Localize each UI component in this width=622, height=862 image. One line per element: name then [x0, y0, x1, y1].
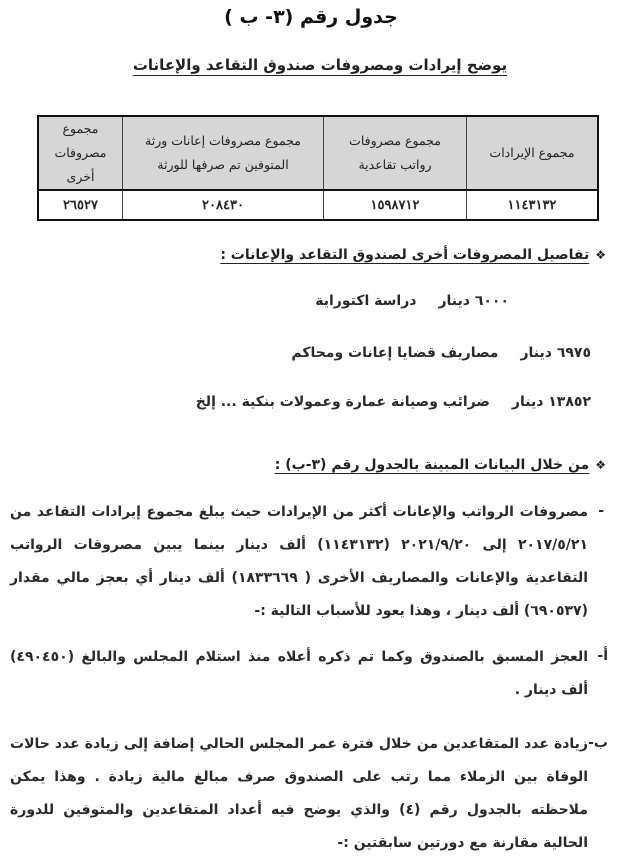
header-line: مجموع مصروفات	[349, 133, 441, 148]
diamond-bullet-icon: ❖	[595, 248, 606, 262]
expense-label: مصاريف قضايا إعانات ومحاكم	[291, 345, 499, 361]
expense-item	[315, 293, 509, 309]
header-other-expenses	[38, 116, 123, 190]
table-row	[38, 190, 598, 220]
heading-text: من خلال البيانات المبينة بالجدول رقم (٣-ب) :	[274, 457, 590, 473]
header-heirs-benefits	[123, 116, 324, 190]
table-subtitle: يوضح إيرادات ومصروفات صندوق التقاعد والإعانات	[132, 56, 508, 74]
table-title: جدول رقم (٣- ب )	[224, 6, 398, 28]
header-line: المتوفين تم صرفها للورثة	[157, 157, 289, 172]
expense-label: دراسة اكتوراية	[315, 293, 417, 309]
cell-heirs-benefits: ٢٠٨٤٣٠	[123, 190, 324, 220]
cell-total-revenue: ١١٤٣١٣٢	[467, 190, 599, 220]
header-total-revenue	[467, 116, 599, 190]
reason-marker-b: ب-	[588, 735, 608, 751]
table-header-row	[38, 116, 598, 190]
reason-b-paragraph: زيادة عدد المتقاعدين من خلال فترة عمر المجلس الحالي إضافة إلى زيادة عدد حالات الوفاة بين الزملاء مما رتب على الصندوق صرف مبالغ مالية زيادة . وهذا يمكن ملاحظته بالجدول رقم (٤) والذي يوضح فيه أعداد المتقاعدين والمتوفين للدورة الحالية مقارنة مع دورتين سابقتين :-	[10, 736, 588, 851]
header-line: مجموع الإيرادات	[489, 145, 575, 160]
expense-amount: ٦٠٠٠ دينار	[438, 293, 509, 309]
expense-label: ضرائب وصيانة عمارة وعمولات بنكية ... إلخ	[195, 394, 490, 410]
heading-text: تفاصيل المصروفات أخرى لصندوق التقاعد والإعانات :	[220, 247, 590, 263]
header-pension-salaries	[324, 116, 467, 190]
cell-other-expenses: ٢٦٥٢٧	[38, 190, 123, 220]
expense-amount: ١٣٨٥٢ دينار	[511, 394, 591, 410]
reason-a-paragraph: العجز المسبق بالصندوق وكما تم ذكره أعلاه منذ استلام المجلس والبالغ (٤٩٠٤٥٠) ألف دينار .	[10, 649, 588, 698]
revenue-expense-table	[37, 115, 599, 221]
expense-item	[196, 394, 591, 410]
header-line: مصروفات أخرى	[54, 145, 107, 184]
analysis-heading	[275, 457, 606, 473]
analysis-paragraph: مصروفات الرواتب والإعانات أكثر من الإيرادات حيث يبلغ مجموع إيرادات التقاعد من ٢٠١٧/٥/٢١ إلى ٢٠٢١/٩/٢٠ (١١٤٣١٣٢) ألف دينار بينما يبين مصروفات الرواتب التقاعدية والإعانات والمصاريف الأخرى ( ١٨٣٣٦٦٩) ألف دينار أي بعجز مالي مقدار (٦٩٠٥٣٧) ألف دينار ، وهذا يعود للأسباب التالية :-	[10, 504, 589, 619]
header-line: مجموع مصروفات إعانات ورثة	[145, 133, 301, 148]
reason-marker-a: أ-	[597, 648, 608, 664]
header-line: رواتب تقاعدية	[358, 157, 432, 172]
other-expenses-heading	[220, 247, 606, 263]
expense-item	[291, 345, 591, 361]
diamond-bullet-icon: ❖	[595, 458, 606, 472]
dash-marker: -	[598, 503, 604, 519]
expense-amount: ٦٩٧٥ دينار	[520, 345, 591, 361]
cell-pension-salaries: ١٥٩٨٧١٢	[324, 190, 467, 220]
header-line: مجموع	[62, 121, 99, 136]
